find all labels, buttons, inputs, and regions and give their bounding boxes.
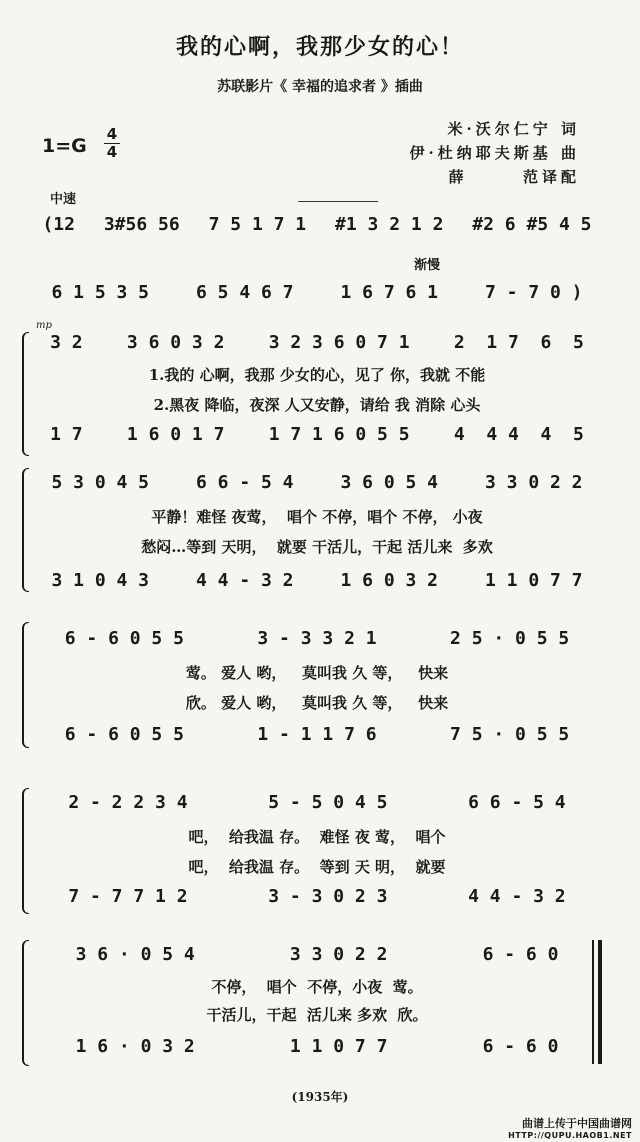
measure: 2 1 7 6 5: [453, 332, 584, 353]
measure: 6 - 6 0: [482, 944, 559, 965]
measure: 3 6 0 5 4: [340, 472, 439, 493]
measure: 3 2 3 6 0 7 1: [268, 332, 410, 353]
time-signature: [104, 126, 120, 161]
watermark-url: HTTP://QUPU.HAOB1.NET: [508, 1131, 632, 1140]
lyrics-verse-1: [28, 826, 606, 847]
year-note: (1935年): [291, 1090, 349, 1104]
measure: 1 7: [50, 424, 83, 445]
watermark-text: 曲谱上传于中国曲谱网: [522, 1117, 632, 1130]
credit-lyricist: 米·沃尔仁宁 词: [447, 120, 580, 138]
intro-measure: #1 3 2 1 2: [335, 214, 444, 235]
lyric-text: 吧， 给我温 存。 难怪 夜 莺， 唱个: [188, 828, 446, 846]
measure: 1 6 0 1 7: [126, 424, 225, 445]
song-title: 我的心啊，我那少女的心！: [175, 34, 464, 60]
lyrics-verse-2: [28, 536, 606, 557]
lyrics-verse-2: [28, 692, 606, 713]
lyrics-verse-2: [28, 1004, 606, 1025]
intro-measure: 1 6 7 6 1: [340, 282, 439, 303]
lyric-text: 不停， 唱个 不停，小夜 莺。: [211, 978, 423, 996]
measure: 6 6 - 5 4: [195, 472, 294, 493]
harmony-line: [28, 424, 606, 445]
intro-measure: 7 - 7 0 ): [484, 282, 583, 303]
lyric-text: 平静！难怪 夜莺， 唱个 不停，唱个 不停， 小夜: [151, 508, 483, 526]
final-barline: [592, 940, 594, 1064]
measure: 5 - 5 0 4 5: [268, 792, 388, 813]
credit-translator: 薛 范译配: [448, 168, 580, 186]
measure: 3 - 3 3 2 1: [257, 628, 377, 649]
melody-line: [28, 332, 606, 353]
song-subtitle: 苏联影片《 幸福的追求者 》插曲: [217, 79, 423, 95]
measure: 3 3 0 2 2: [484, 472, 583, 493]
lyrics-verse-1: [28, 506, 606, 527]
lyric-text: 莺。 爱人 哟， 莫叫我 久 等， 快来: [185, 664, 449, 682]
lyrics-verse-2: [28, 394, 606, 415]
key-signature: 1=G: [42, 135, 87, 157]
lyrics-verse-1: [28, 976, 606, 997]
measure: 3 6 0 3 2: [126, 332, 225, 353]
measure: 2 - 2 2 3 4: [68, 792, 188, 813]
measure: 1 1 0 7 7: [484, 570, 583, 591]
tempo-change-marking: 渐慢: [414, 258, 441, 273]
intro-line-2: [28, 282, 606, 303]
intro-measure: #2 6 #5 4 5: [472, 214, 592, 235]
measure: 1 - 1 1 7 6: [257, 724, 377, 745]
credit-composer: 伊·杜纳耶夫斯基 曲: [409, 144, 580, 162]
measure: 3 2: [50, 332, 83, 353]
measure: 3 6 · 0 5 4: [75, 944, 195, 965]
melody-line: [28, 792, 606, 813]
intro-line-1: [28, 214, 606, 235]
measure: 3 1 0 4 3: [51, 570, 150, 591]
melody-line: [28, 628, 606, 649]
lyric-text: 愁闷…等到 天明， 就要 干活儿，干起 活儿来 多欢: [141, 538, 493, 556]
measure: 4 4 - 3 2: [195, 570, 294, 591]
measure: 2 5 · 0 5 5: [450, 628, 570, 649]
measure: 4 4 - 3 2: [468, 886, 566, 907]
time-signature-top: 4: [106, 125, 118, 143]
intro-measure: 3#56 56: [103, 214, 180, 235]
lyric-text: 吧， 给我温 存。 等到 天 明， 就要: [188, 858, 446, 876]
measure: 6 - 6 0: [482, 1036, 559, 1057]
measure: 6 - 6 0 5 5: [64, 628, 184, 649]
intro-measure: 6 1 5 3 5: [51, 282, 150, 303]
time-signature-bottom: 4: [104, 143, 120, 161]
measure: 7 5 · 0 5 5: [450, 724, 570, 745]
harmony-line: [28, 1036, 606, 1057]
final-barline-thick: [598, 940, 602, 1064]
lyric-text: 欣。 爱人 哟， 莫叫我 久 等， 快来: [185, 694, 449, 712]
measure: 7 - 7 7 1 2: [68, 886, 188, 907]
intro-measure: 6 5 4 6 7: [195, 282, 294, 303]
harmony-line: [28, 570, 606, 591]
lyric-text: 2.黑夜 降临，夜深 人又安静，请给 我 消除 心头: [153, 396, 481, 414]
melody-line: [28, 472, 606, 493]
harmony-line: [28, 724, 606, 745]
measure: 1 6 0 3 2: [340, 570, 439, 591]
measure: 3 - 3 0 2 3: [268, 886, 388, 907]
lyric-text: 干活儿，干起 活儿来 多欢 欣。: [206, 1006, 428, 1024]
lyric-text: 1.我的 心啊，我那 少女的心，见了 你，我就 不能: [148, 366, 486, 384]
measure: 1 6 · 0 3 2: [75, 1036, 195, 1057]
intro-measure: (12: [42, 214, 75, 235]
crescendo-mark: [298, 195, 382, 202]
harmony-line: [28, 886, 606, 907]
measure: 1 1 0 7 7: [289, 1036, 388, 1057]
intro-measure: 7 5 1 7 1: [208, 214, 307, 235]
lyrics-verse-2: [28, 856, 606, 877]
measure: 4 4 4 4 5: [453, 424, 584, 445]
melody-line: [28, 944, 606, 965]
dynamic-marking: mp: [36, 320, 52, 331]
measure: 5 3 0 4 5: [51, 472, 150, 493]
measure: 6 - 6 0 5 5: [64, 724, 184, 745]
measure: 1 7 1 6 0 5 5: [268, 424, 410, 445]
tempo-marking: 中速: [50, 192, 77, 207]
lyrics-verse-1: [28, 662, 606, 683]
lyrics-verse-1: [28, 364, 606, 385]
measure: 6 6 - 5 4: [468, 792, 566, 813]
site-watermark: [508, 1118, 632, 1142]
measure: 3 3 0 2 2: [289, 944, 388, 965]
